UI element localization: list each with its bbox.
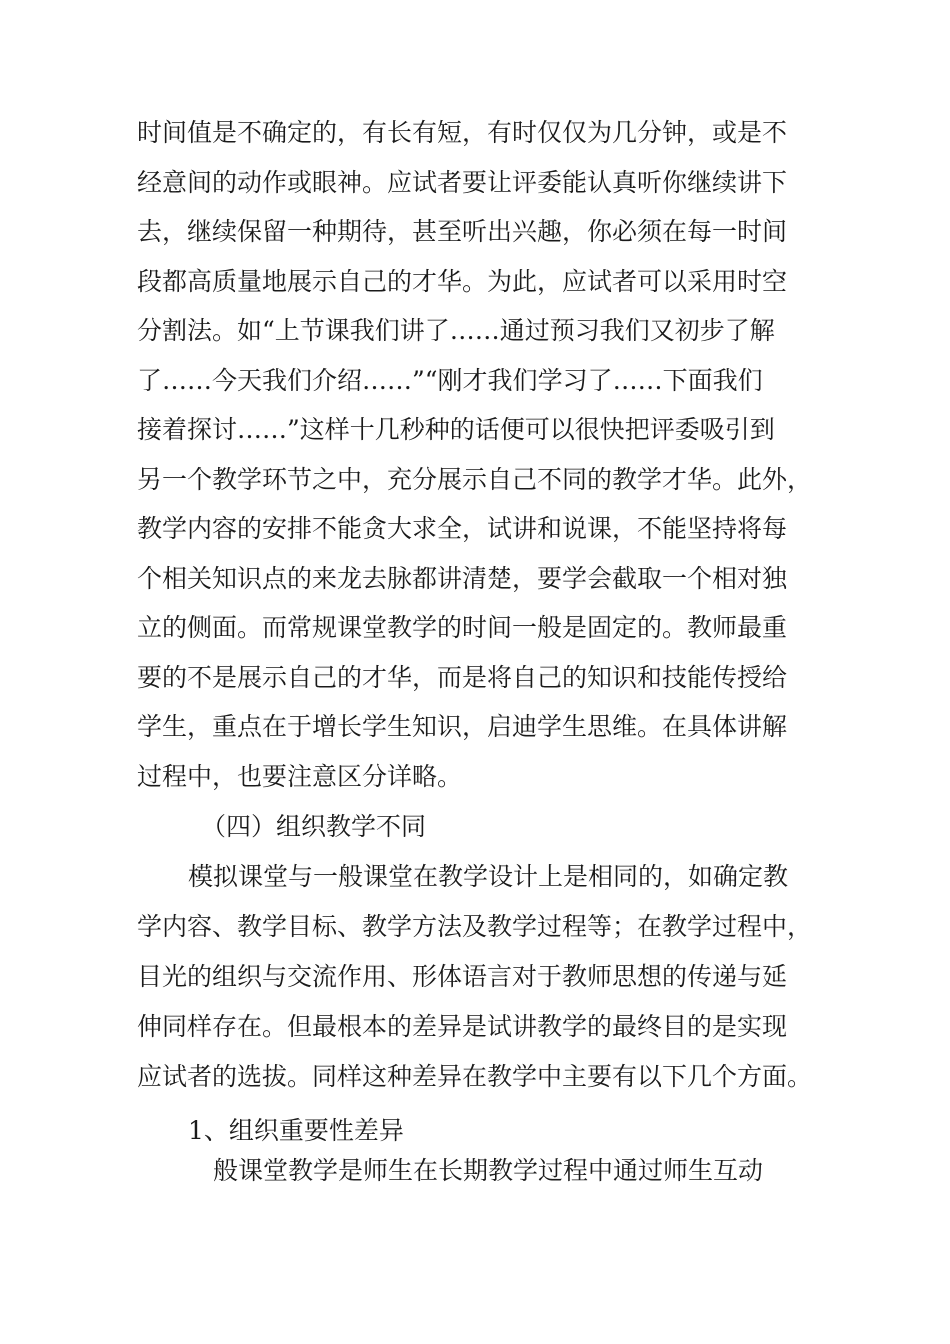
paragraph-line: 学生，重点在于增长学生知识，启迪学生思维。在具体讲解 xyxy=(137,712,788,741)
paragraph-line: 另一个教学环节之中，充分展示自己不同的教学才华。此外， xyxy=(137,465,813,494)
paragraph-line: 过程中，也要注意区分详略。 xyxy=(137,762,463,791)
paragraph-line: 去，继续保留一种期待，甚至听出兴趣，你必须在每一时间 xyxy=(137,217,788,246)
paragraph-line: 个相关知识点的来龙去脉都讲清楚，要学会截取一个相对独 xyxy=(137,564,788,593)
paragraph-line: 教学内容的安排不能贪大求全，试讲和说课，不能坚持将每 xyxy=(137,514,788,543)
paragraph-line: 般课堂教学是师生在长期教学过程中通过师生互动 xyxy=(213,1156,764,1185)
paragraph-line: 要的不是展示自己的才华，而是将自己的知识和技能传授给 xyxy=(137,663,788,692)
paragraph-line: 学内容、教学目标、教学方法及教学过程等；在教学过程中， xyxy=(137,912,813,941)
paragraph-line: 分割法。如“上节课我们讲了……通过预习我们又初步了解 xyxy=(137,316,775,345)
paragraph-line: 段都高质量地展示自己的才华。为此，应试者可以采用时空 xyxy=(137,267,788,296)
paragraph-line: 了……今天我们介绍……”“刚才我们学习了……下面我们 xyxy=(137,366,763,395)
section-heading: （四）组织教学不同 xyxy=(201,812,427,841)
paragraph-line: 应试者的选拔。同样这种差异在教学中主要有以下几个方面。 xyxy=(137,1062,813,1091)
paragraph-line: 经意间的动作或眼神。应试者要让评委能认真听你继续讲下 xyxy=(137,168,788,197)
paragraph-line: 伸同样存在。但最根本的差异是试讲教学的最终目的是实现 xyxy=(137,1012,788,1041)
paragraph-line: 模拟课堂与一般课堂在教学设计上是相同的，如确定教 xyxy=(188,862,789,891)
paragraph-line: 目光的组织与交流作用、形体语言对于教师思想的传递与延 xyxy=(137,962,788,991)
subheading: 1、组织重要性差异 xyxy=(188,1116,404,1145)
paragraph-line: 立的侧面。而常规课堂教学的时间一般是固定的。教师最重 xyxy=(137,613,788,642)
paragraph-line: 接着探讨……”这样十几秒种的话便可以很快把评委吸引到 xyxy=(137,415,775,444)
paragraph-line: 时间值是不确定的，有长有短，有时仅仅为几分钟，或是不 xyxy=(137,118,788,147)
